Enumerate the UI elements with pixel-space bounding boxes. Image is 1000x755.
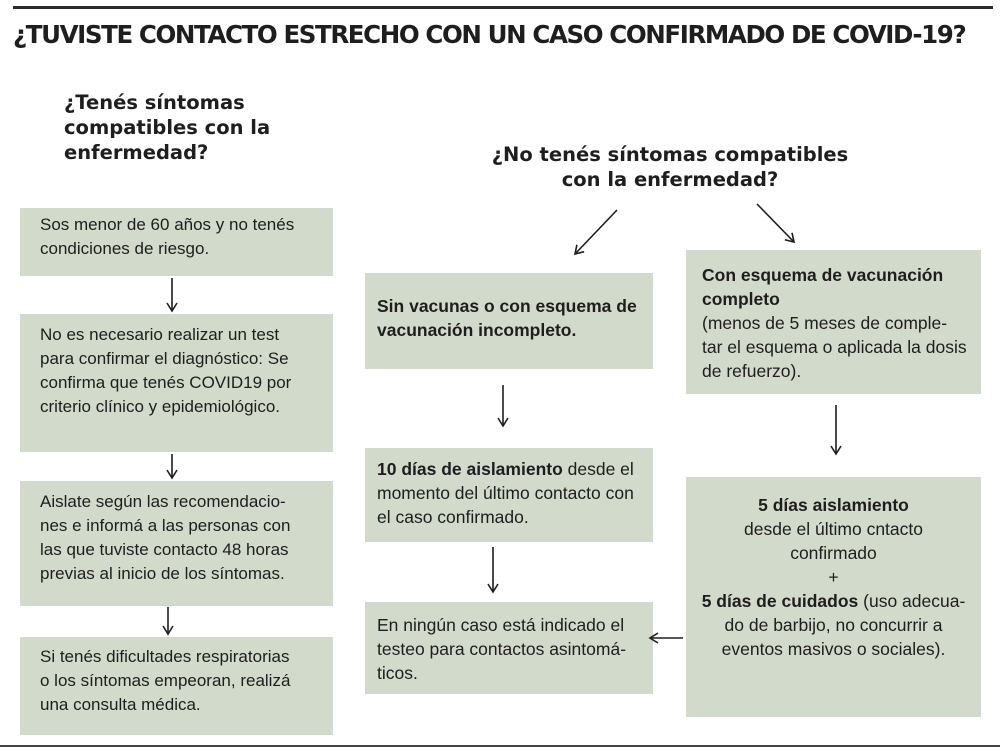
box-no-testing: En ningún caso está indicado el testeo para contactos asintomá- ticos. bbox=[365, 602, 653, 694]
box-medical-consult: Si tenés dificultades respiratorias o los síntomas empeoran, realizá una consulta médica. bbox=[20, 637, 333, 735]
box-no-test-needed: No es necesario realizar un test para confirmar el diagnóstico: Se confirma que tenés COVID19 por criterio clínico y epidemiológico. bbox=[20, 314, 333, 452]
arrow-to-unvaccinated bbox=[575, 210, 617, 254]
question-without-symptoms: ¿No tenés síntomas compatibles con la enfermedad? bbox=[491, 143, 849, 191]
box-unvaccinated: Sin vacunas o con esquema de vacunación incompleto. bbox=[365, 273, 653, 369]
arrow-to-vaccinated bbox=[757, 204, 794, 242]
box-5-days-isolation-care: 5 días aislamiento desde el último cntacto confirmado + 5 días de cuidados (uso adecua- do de barbijo, no concurrir a eventos masivos o sociales). bbox=[686, 477, 981, 717]
box-10-days-isolation: 10 días de aislamiento desde el momento del último contacto con el caso confirmado. bbox=[365, 448, 653, 542]
bottom-rule bbox=[0, 745, 1000, 747]
page-title: ¿TUVISTE CONTACTO ESTRECHO CON UN CASO CONFIRMADO DE COVID-19? bbox=[13, 20, 966, 49]
box-vaccinated: Con esquema de vacunación completo (menos de 5 meses de comple- tar el esquema o aplicada la dosis de refuerzo). bbox=[686, 250, 981, 394]
box-isolate-inform: Aislate según las recomendacio- nes e informá a las personas con las que tuviste contacto 48 horas previas al inicio de los síntomas. bbox=[20, 481, 333, 606]
question-with-symptoms: ¿Tenés síntomas compatibles con la enfermedad? bbox=[64, 91, 271, 164]
box-under-60-no-risk: Sos menor de 60 años y no tenés condiciones de riesgo. bbox=[20, 208, 333, 276]
